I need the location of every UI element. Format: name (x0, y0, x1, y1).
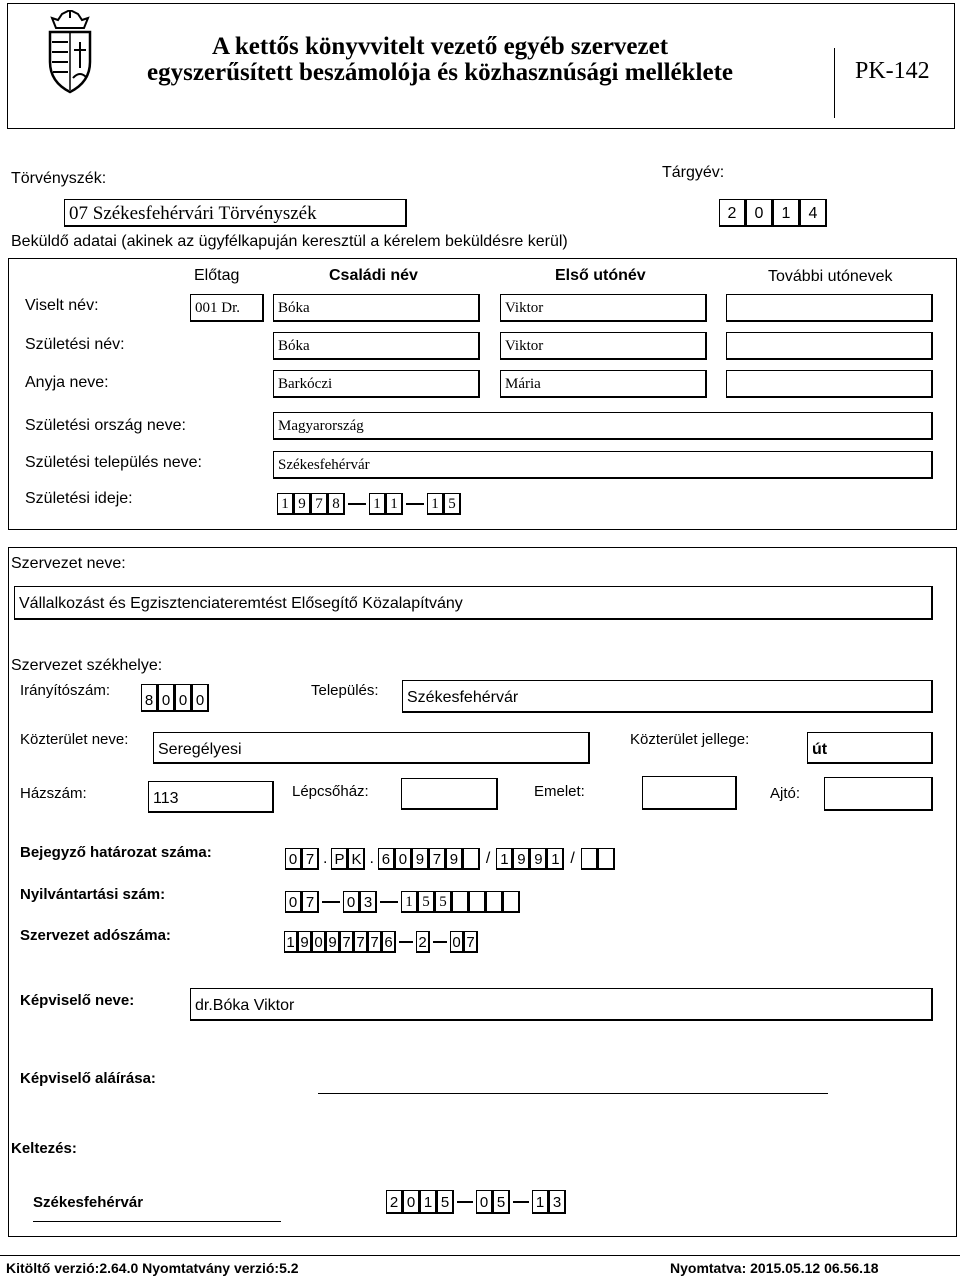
street-type-label: Közterület jellege: (630, 731, 750, 748)
tax-digit[interactable]: 0 (312, 931, 326, 953)
dating-year-digit[interactable]: 0 (403, 1190, 420, 1214)
reg-number-digit[interactable]: 6 (378, 848, 395, 870)
date-separator (513, 1201, 529, 1203)
org-name-field[interactable]: Vállalkozást és Egzisztenciateremtést Elősegítő Közalapítvány (14, 586, 933, 620)
form-header (7, 3, 955, 129)
reg-number-digit[interactable]: 0 (395, 848, 412, 870)
year-digit[interactable]: 4 (800, 199, 827, 227)
tax-digit[interactable]: 0 (450, 931, 464, 953)
birth-country-field[interactable]: Magyarország (273, 412, 933, 440)
tax-digit[interactable]: 6 (382, 931, 396, 953)
house-number-label: Házszám: (20, 785, 87, 802)
regno-digit[interactable]: 7 (302, 891, 319, 913)
tax-separator (433, 941, 447, 943)
mother-other-field[interactable] (726, 370, 933, 398)
birth-month-digit[interactable]: 1 (369, 493, 386, 515)
street-field[interactable]: Seregélyesi (153, 732, 590, 764)
dating-label: Keltezés: (11, 1140, 77, 1157)
reg-year-digit[interactable]: 1 (496, 848, 513, 870)
org-seat-label: Szervezet székhelye: (11, 657, 163, 674)
birth-family-field[interactable]: Bóka (273, 332, 480, 360)
house-number-field[interactable]: 113 (148, 781, 274, 813)
regno-digit[interactable]: 5 (435, 891, 452, 913)
door-label: Ajtó: (770, 785, 801, 802)
birth-day-digit[interactable]: 1 (427, 493, 444, 515)
col-other-names: További utónevek (768, 268, 893, 285)
reg-year-digit[interactable]: 9 (513, 848, 530, 870)
birth-year-digit[interactable]: 9 (294, 493, 311, 515)
dating-place-line (33, 1221, 281, 1222)
regno-separator (322, 901, 340, 903)
tax-digit[interactable]: 9 (326, 931, 340, 953)
birth-country-label: Születési ország neve: (25, 417, 186, 434)
birth-other-field[interactable] (726, 332, 933, 360)
reg-year-digit[interactable]: 1 (547, 848, 564, 870)
org-name-label: Szervezet neve: (11, 555, 126, 572)
reg-suffix-char[interactable] (598, 848, 615, 870)
dating-date-boxes[interactable] (386, 1190, 566, 1214)
court-label: Törvényszék: (11, 170, 107, 187)
col-first-name: Első utónév (555, 267, 646, 284)
reg-number-digit[interactable]: 7 (429, 848, 446, 870)
zip-digit[interactable]: 0 (192, 684, 209, 712)
dating-day-digit[interactable]: 3 (549, 1190, 566, 1214)
current-prefix-field[interactable]: 001 Dr. (190, 294, 264, 322)
zip-digit[interactable]: 0 (175, 684, 192, 712)
zip-digit[interactable]: 8 (141, 684, 158, 712)
reg-decision-label: Bejegyző határozat száma: (20, 844, 212, 861)
floor-field[interactable] (642, 776, 737, 810)
tax-digit[interactable]: 2 (416, 931, 430, 953)
year-digit[interactable]: 2 (719, 199, 746, 227)
tax-digit[interactable]: 7 (340, 931, 354, 953)
dating-year-digit[interactable]: 5 (437, 1190, 454, 1214)
sender-section-label: Beküldő adatai (akinek az ügyfélkapuján keresztül a kérelem beküldésre kerül) (11, 233, 568, 250)
stair-label: Lépcsőház: (292, 783, 369, 800)
current-first-field[interactable]: Viktor (500, 294, 707, 322)
zip-digit[interactable]: 0 (158, 684, 175, 712)
year-label: Tárgyév: (662, 164, 725, 181)
year-boxes[interactable] (719, 199, 827, 227)
zip-label: Irányítószám: (20, 682, 111, 699)
footer-printed: Nyomtatva: 2015.05.12 06.56.18 (670, 1260, 879, 1276)
reg-county-digit[interactable]: 0 (285, 848, 302, 870)
form-title-line1: A kettős könyvvitelt vezető egyéb szervezet (211, 33, 669, 60)
birth-date-label: Születési ideje: (25, 490, 133, 507)
regno-digit[interactable]: 0 (343, 891, 360, 913)
col-prefix: Előtag (194, 267, 240, 284)
footer-version: Kitöltő verzió:2.64.0 Nyomtatvány verzió:5.2 (6, 1260, 299, 1276)
door-field[interactable] (824, 777, 933, 811)
dating-day-digit[interactable]: 1 (532, 1190, 549, 1214)
slash-separator: / (570, 850, 575, 867)
tax-digit[interactable]: 9 (298, 931, 312, 953)
regno-digit[interactable]: 5 (418, 891, 435, 913)
year-digit[interactable]: 1 (773, 199, 800, 227)
regno-separator (380, 901, 398, 903)
signature-label: Képviselő aláírása: (20, 1070, 156, 1087)
tax-number-boxes[interactable] (284, 931, 478, 953)
regno-digit[interactable]: 1 (401, 891, 418, 913)
mother-family-field[interactable]: Barkóczi (273, 370, 480, 398)
reg-number-digit[interactable]: 9 (412, 848, 429, 870)
birth-city-field[interactable]: Székesfehérvár (273, 451, 933, 479)
birth-year-digit[interactable]: 8 (328, 493, 345, 515)
hungarian-coat-of-arms-icon (44, 10, 96, 94)
regno-digit[interactable]: 0 (285, 891, 302, 913)
regno-digit[interactable]: 3 (360, 891, 377, 913)
date-separator (457, 1201, 473, 1203)
birth-city-label: Születési település neve: (25, 454, 202, 471)
birth-name-label: Születési név: (25, 336, 125, 353)
reg-suffix-char[interactable] (581, 848, 598, 870)
col-family-name: Családi név (329, 267, 418, 284)
form-title (120, 34, 760, 86)
court-field[interactable]: 07 Székesfehérvári Törvényszék (64, 199, 407, 227)
reg-number-digit[interactable] (463, 848, 480, 870)
street-type-field[interactable]: út (807, 732, 933, 764)
street-label: Közterület neve: (20, 731, 129, 748)
reg-type-char[interactable]: P (331, 848, 348, 870)
dating-year-digit[interactable]: 1 (420, 1190, 437, 1214)
stair-field[interactable] (401, 778, 498, 810)
birth-month-digit[interactable]: 1 (386, 493, 403, 515)
dot-separator: . (369, 850, 374, 867)
tax-digit[interactable]: 1 (284, 931, 298, 953)
dating-place[interactable]: Székesfehérvár (33, 1194, 144, 1211)
regno-digit[interactable] (486, 891, 503, 913)
slash-separator: / (485, 850, 491, 867)
city-field[interactable]: Székesfehérvár (402, 680, 933, 713)
form-code: PK-142 (834, 48, 958, 118)
reg-number-digit[interactable]: 9 (446, 848, 463, 870)
form-title-line2: egyszerűsített beszámolója és közhasznúsági melléklete (147, 59, 733, 86)
current-other-field[interactable] (726, 294, 933, 322)
current-name-label: Viselt név: (25, 297, 99, 314)
birth-day-digit[interactable]: 5 (444, 493, 461, 515)
zip-boxes[interactable] (141, 684, 209, 712)
dot-separator: . (323, 850, 328, 867)
birth-first-field[interactable]: Viktor (500, 332, 707, 360)
date-separator (348, 503, 366, 505)
dating-year-digit[interactable]: 2 (386, 1190, 403, 1214)
birth-date-boxes[interactable] (277, 493, 461, 515)
floor-label: Emelet: (534, 783, 585, 800)
current-family-field[interactable]: Bóka (273, 294, 480, 322)
regno-digit[interactable] (503, 891, 520, 913)
regno-digit[interactable] (469, 891, 486, 913)
regno-digit[interactable] (452, 891, 469, 913)
birth-year-digit[interactable]: 1 (277, 493, 294, 515)
tax-separator (399, 941, 413, 943)
mother-first-field[interactable]: Mária (500, 370, 707, 398)
reg-number-label: Nyilvántartási szám: (20, 886, 166, 903)
representative-name-field[interactable]: dr.Bóka Viktor (190, 988, 933, 1021)
reg-type-char[interactable]: K (348, 848, 365, 870)
year-digit[interactable]: 0 (746, 199, 773, 227)
tax-digit[interactable]: 7 (368, 931, 382, 953)
reg-number-boxes[interactable] (285, 891, 520, 913)
tax-digit[interactable]: 7 (354, 931, 368, 953)
birth-year-digit[interactable]: 7 (311, 493, 328, 515)
signature-line (318, 1093, 828, 1094)
tax-digit[interactable]: 7 (464, 931, 478, 953)
reg-year-digit[interactable]: 9 (530, 848, 547, 870)
reg-decision-boxes[interactable] (285, 848, 615, 870)
reg-county-digit[interactable]: 7 (302, 848, 319, 870)
date-separator (406, 503, 424, 505)
representative-name-label: Képviselő neve: (20, 992, 135, 1009)
footer-divider (0, 1255, 960, 1256)
dating-month-digit[interactable]: 5 (493, 1190, 510, 1214)
dating-month-digit[interactable]: 0 (476, 1190, 493, 1214)
city-label: Település: (311, 682, 379, 699)
tax-number-label: Szervezet adószáma: (20, 927, 171, 944)
mother-name-label: Anyja neve: (25, 374, 109, 391)
